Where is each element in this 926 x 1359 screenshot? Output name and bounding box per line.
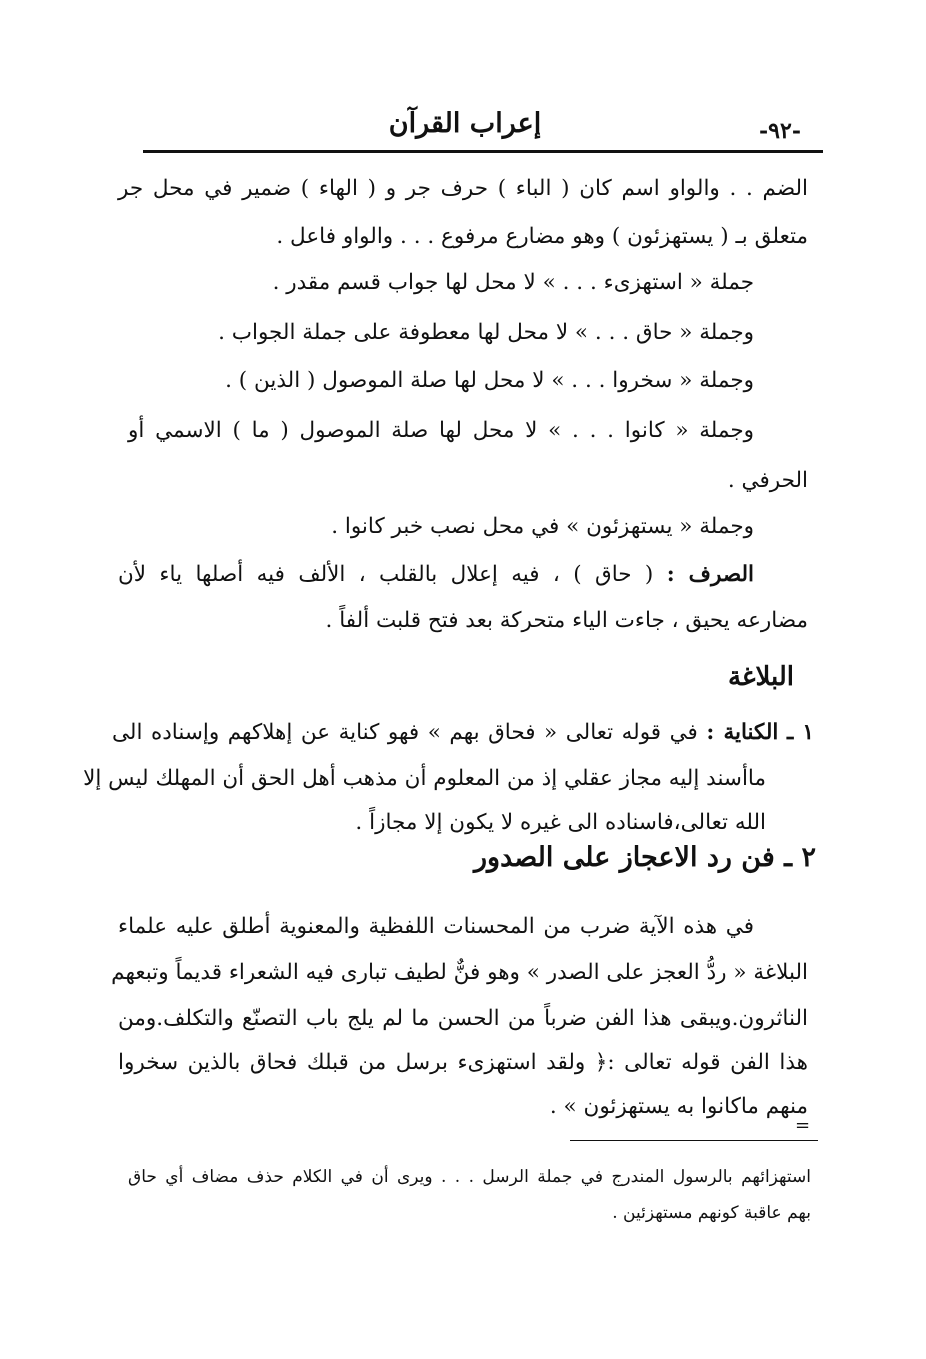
page-number: -٩٢-	[759, 118, 801, 144]
footnote-continuation-mark: =	[795, 1115, 811, 1136]
header-divider	[143, 150, 823, 153]
body-line: الناثرون.ويبقى هذا الفن ضرباً من الحسن ما لم يلج باب التصنّع والتكلف.ومن	[118, 1006, 808, 1031]
body-line: متعلق بـ ( يستهزئون ) وهو مضارع مرفوع . . . والواو فاعل .	[276, 224, 808, 249]
sarf-line	[118, 558, 754, 592]
footnote-line: استهزائهم بالرسول المندرج في جملة الرسل . . . ويرى أن في الكلام حذف مضاف أي حاق	[128, 1167, 811, 1187]
sarf-label: الصرف :	[666, 562, 754, 587]
body-line: الله تعالى،فاسناده الى غيره لا يكون إلا مجازاً .	[355, 810, 766, 835]
body-line: هذا الفن قوله تعالى :﴿ ولقد استهزىء برسل من قبلك فحاق بالذين سخروا	[118, 1050, 808, 1075]
body-line: مضارعه يحيق ، جاءت الياء متحركة بعد فتح قلبت ألفاً .	[325, 608, 808, 633]
page-header-title: إعراب القرآن	[388, 108, 542, 139]
section-heading-balagha: البلاغة	[727, 662, 794, 692]
body-line: وجملة « حاق . . . » لا محل لها معطوفة على جملة الجواب .	[218, 320, 754, 345]
section-heading-radd: ٢ ـ فن رد الاعجاز على الصدور	[474, 842, 816, 873]
footnote-line: بهم عاقبة كونهم مستهزئين .	[612, 1203, 811, 1223]
body-line: وجملة « سخروا . . . » لا محل لها صلة الموصول ( الذين ) .	[225, 368, 754, 393]
item-text: في قوله تعالى « فحاق بهم » فهو كناية عن إهلاكهم وإسناده الى	[112, 720, 698, 745]
body-line: ماأسند إليه مجاز عقلي إذ من المعلوم أن مذهب أهل الحق أن المهلك ليس إلا	[83, 766, 766, 791]
item-number: ١ ـ	[786, 720, 814, 745]
body-line: جملة « استهزىء . . . » لا محل لها جواب قسم مقدر .	[272, 270, 754, 295]
item-label: الكناية :	[706, 720, 779, 745]
sarf-text: ( حاق ) ، فيه إعلال بالقلب ، الألف فيه أصلها ياء لأن	[118, 562, 654, 587]
body-line: وجملة « يستهزئون » في محل نصب خبر كانوا .	[331, 514, 754, 539]
body-line: منهم ماكانوا به يستهزئون » .	[549, 1094, 808, 1119]
body-line: وجملة « كانوا . . . » لا محل لها صلة الموصول ( ما ) الاسمي أو	[128, 418, 754, 443]
body-line: الضم . . والواو اسم كان ( الباء ) حرف جر و ( الهاء ) ضمير في محل جر	[118, 176, 808, 201]
footnote-divider	[570, 1140, 818, 1141]
body-line: الحرفي .	[727, 468, 808, 493]
body-line: في هذه الآية ضرب من المحسنات اللفظية والمعنوية أطلق عليه علماء	[118, 914, 754, 939]
body-line: البلاغة « ردُّ العجز على الصدر » وهو فنٌّ لطيف تبارى فيه الشعراء قديماً وتبعهم	[111, 960, 808, 985]
balagha-item-1	[112, 716, 814, 750]
